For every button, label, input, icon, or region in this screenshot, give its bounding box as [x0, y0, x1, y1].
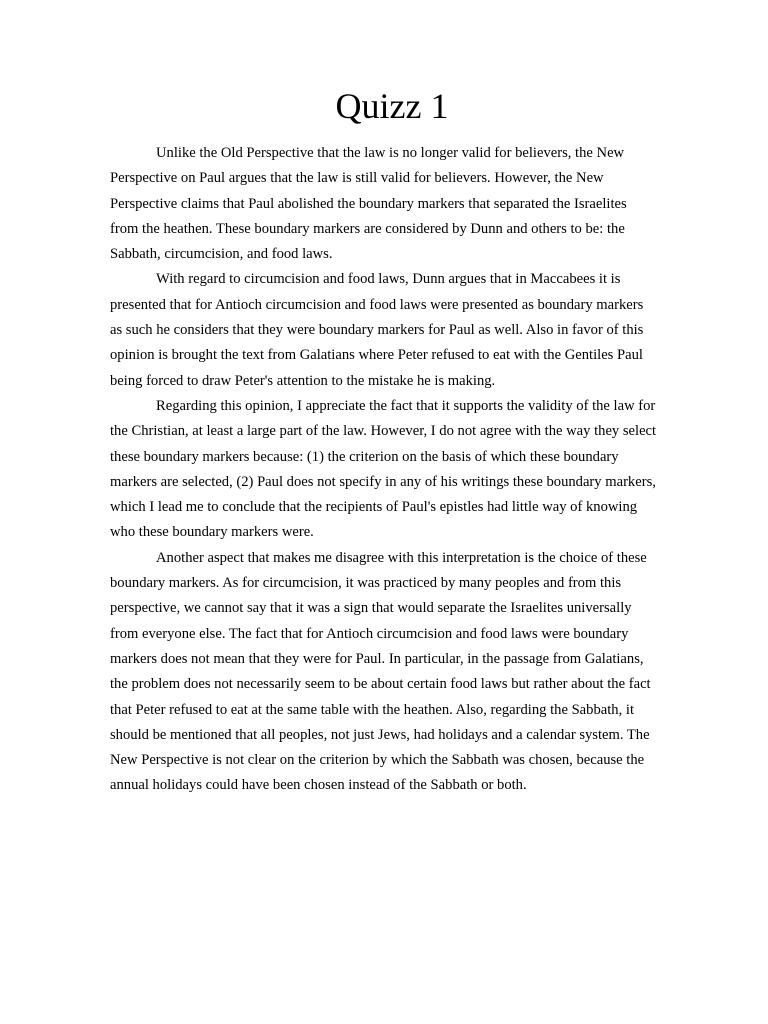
paragraph-1: Unlike the Old Perspective that the law is no longer valid for believers, the New Perspective on Paul argues that the law is still valid for believers. However, the New Perspective claims that Paul abolished the boundary markers that separated the Israelites from the heathen. These boundary markers are considered by Dunn and others to be: the Sabbath, circumcision, and food laws.: [110, 145, 627, 263]
paragraph-2: With regard to circumcision and food laws, Dunn argues that in Maccabees it is presented that for Antioch circumcision and food laws were presented as boundary markers as such he considers that they were boundary markers for Paul as well. Also in favor of this opinion is brought the text from Galatians where Peter refused to eat with the Gentiles Paul being forced to draw Peter's attention to the mistake he is making.: [110, 271, 644, 389]
paragraph-4: Another aspect that makes me disagree with this interpretation is the choice of these boundary markers. As for circumcision, it was practiced by many peoples and from this perspective, we cannot say that it was a sign that would separate the Israelites universally from everyone else. The fact that for Antioch circumcision and food laws were boundary markers does not mean that they were for Paul. In particular, in the passage from Galatians, the problem does not necessarily seem to be about certain food laws but rather about the fact that Peter refused to eat at the same table with the heathen. Also, regarding the Sabbath, it should be mentioned that all peoples, not just Jews, had holidays and a calendar system. The New Perspective is not clear on the criterion by which the Sabbath was chosen, because the annual holidays could have been chosen instead of the Sabbath or both.: [110, 549, 651, 794]
paragraph-3: Regarding this opinion, I appreciate the fact that it supports the validity of the law for the Christian, at least a large part of the law. However, I do not agree with the way they select these boundary markers because: (1) the criterion on the basis of which these boundary markers are selected, (2) Paul does not specify in any of his writings these boundary markers, which I lead me to conclude that the recipients of Paul's epistles had little way of knowing who these boundary markers were.: [110, 397, 657, 541]
page-title: Quizz 1: [335, 86, 449, 126]
document-body: [110, 141, 658, 799]
